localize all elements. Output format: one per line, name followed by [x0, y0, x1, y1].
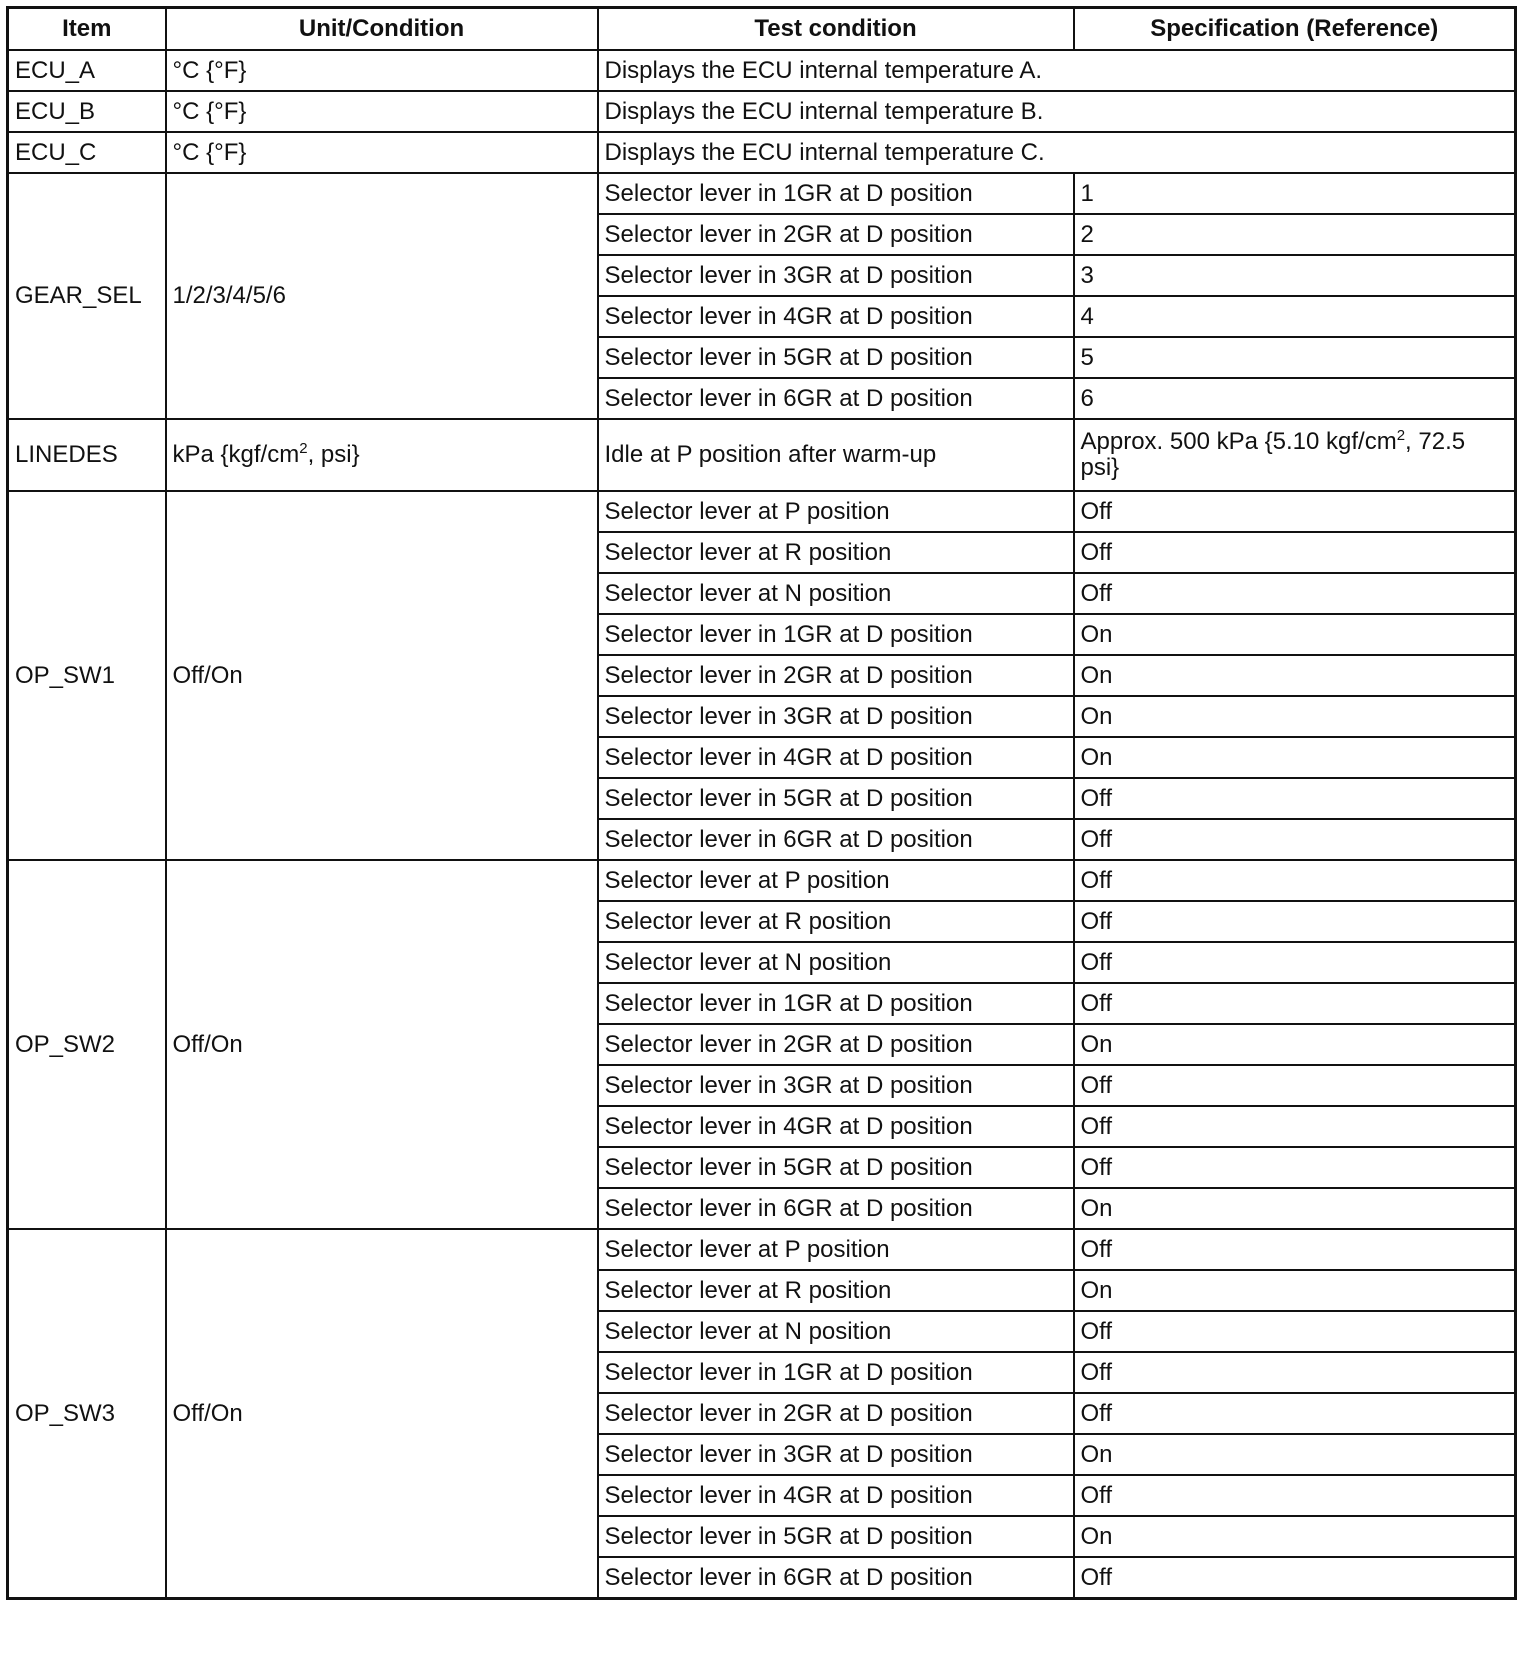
spec-table-container	[6, 6, 1517, 1600]
specification-cell	[1074, 419, 1516, 491]
unit-cell-superscript: 2	[299, 440, 308, 457]
table-row	[8, 419, 1516, 491]
test-condition-cell: Selector lever in 6GR at D position	[598, 1188, 1074, 1229]
test-condition-cell: Selector lever in 4GR at D position	[598, 296, 1074, 337]
specification-cell: 4	[1074, 296, 1516, 337]
specification-cell: 2	[1074, 214, 1516, 255]
specification-cell: Off	[1074, 983, 1516, 1024]
specification-cell-text: Approx. 500 kPa {5.10 kgf/cm	[1080, 428, 1397, 455]
specification-cell: Off	[1074, 1557, 1516, 1599]
table-row	[8, 91, 1516, 132]
specification-cell: Off	[1074, 1229, 1516, 1270]
test-condition-cell: Idle at P position after warm-up	[598, 419, 1074, 491]
item-cell: LINEDES	[8, 419, 166, 491]
test-condition-cell: Selector lever in 6GR at D position	[598, 378, 1074, 419]
test-condition-cell: Selector lever in 4GR at D position	[598, 1475, 1074, 1516]
unit-cell: Off/On	[166, 491, 598, 860]
specification-cell: Off	[1074, 1106, 1516, 1147]
unit-cell: Off/On	[166, 860, 598, 1229]
unit-cell-text: kPa {kgf/cm	[172, 441, 300, 468]
unit-cell: °C {°F}	[166, 132, 598, 173]
unit-cell	[166, 419, 598, 491]
test-condition-cell: Selector lever in 4GR at D position	[598, 737, 1074, 778]
specification-cell: 6	[1074, 378, 1516, 419]
specification-cell: On	[1074, 655, 1516, 696]
test-condition-cell: Selector lever in 1GR at D position	[598, 1352, 1074, 1393]
specification-cell: Off	[1074, 532, 1516, 573]
test-condition-cell: Selector lever in 2GR at D position	[598, 214, 1074, 255]
specification-cell: Off	[1074, 1475, 1516, 1516]
specification-cell: Off	[1074, 491, 1516, 532]
test-condition-cell: Selector lever at P position	[598, 491, 1074, 532]
test-condition-cell: Selector lever in 1GR at D position	[598, 614, 1074, 655]
test-condition-cell: Displays the ECU internal temperature A.	[598, 50, 1516, 91]
header-unit-condition: Unit/Condition	[166, 8, 598, 51]
item-cell: GEAR_SEL	[8, 173, 166, 419]
test-condition-cell: Displays the ECU internal temperature B.	[598, 91, 1516, 132]
specification-cell: 5	[1074, 337, 1516, 378]
test-condition-cell: Selector lever in 5GR at D position	[598, 1147, 1074, 1188]
specification-cell: Off	[1074, 819, 1516, 860]
test-condition-cell: Selector lever at P position	[598, 1229, 1074, 1270]
specification-cell: Off	[1074, 1311, 1516, 1352]
specification-cell: Off	[1074, 860, 1516, 901]
specification-cell: 3	[1074, 255, 1516, 296]
test-condition-cell: Selector lever in 3GR at D position	[598, 1065, 1074, 1106]
item-cell: OP_SW2	[8, 860, 166, 1229]
specification-cell: Off	[1074, 1352, 1516, 1393]
item-cell: OP_SW3	[8, 1229, 166, 1599]
unit-cell-text-end: , psi}	[307, 441, 360, 468]
test-condition-cell: Selector lever in 3GR at D position	[598, 1434, 1074, 1475]
specification-cell: On	[1074, 1188, 1516, 1229]
test-condition-cell: Selector lever at N position	[598, 573, 1074, 614]
specification-cell: Off	[1074, 1065, 1516, 1106]
test-condition-cell: Selector lever in 6GR at D position	[598, 1557, 1074, 1599]
test-condition-cell: Selector lever in 5GR at D position	[598, 778, 1074, 819]
table-row	[8, 50, 1516, 91]
item-cell: OP_SW1	[8, 491, 166, 860]
test-condition-cell: Selector lever at R position	[598, 532, 1074, 573]
test-condition-cell: Selector lever in 2GR at D position	[598, 655, 1074, 696]
test-condition-cell: Selector lever at R position	[598, 901, 1074, 942]
specification-cell: On	[1074, 1024, 1516, 1065]
test-condition-cell: Selector lever at N position	[598, 1311, 1074, 1352]
test-condition-cell: Selector lever in 1GR at D position	[598, 173, 1074, 214]
unit-cell: °C {°F}	[166, 91, 598, 132]
unit-cell: 1/2/3/4/5/6	[166, 173, 598, 419]
specification-cell-text-end: , 72.5 psi}	[1080, 428, 1466, 481]
test-condition-cell: Selector lever in 1GR at D position	[598, 983, 1074, 1024]
test-condition-cell: Displays the ECU internal temperature C.	[598, 132, 1516, 173]
specification-cell: Off	[1074, 942, 1516, 983]
specification-cell: Off	[1074, 778, 1516, 819]
specification-cell: On	[1074, 696, 1516, 737]
specification-cell: Off	[1074, 1393, 1516, 1434]
item-cell: ECU_A	[8, 50, 166, 91]
table-body	[8, 50, 1516, 1599]
test-condition-cell: Selector lever in 6GR at D position	[598, 819, 1074, 860]
table-row	[8, 132, 1516, 173]
specification-cell-superscript: 2	[1396, 427, 1406, 444]
test-condition-cell: Selector lever in 3GR at D position	[598, 255, 1074, 296]
specification-cell: On	[1074, 1434, 1516, 1475]
item-cell: ECU_B	[8, 91, 166, 132]
specification-cell: Off	[1074, 573, 1516, 614]
specification-cell: On	[1074, 737, 1516, 778]
test-condition-cell: Selector lever in 5GR at D position	[598, 337, 1074, 378]
test-condition-cell: Selector lever in 2GR at D position	[598, 1024, 1074, 1065]
specification-cell: On	[1074, 1270, 1516, 1311]
test-condition-cell: Selector lever at N position	[598, 942, 1074, 983]
test-condition-cell: Selector lever in 2GR at D position	[598, 1393, 1074, 1434]
test-condition-cell: Selector lever in 3GR at D position	[598, 696, 1074, 737]
header-test-condition: Test condition	[598, 8, 1074, 51]
specification-cell: Off	[1074, 1147, 1516, 1188]
table-row	[8, 173, 1516, 214]
header-specification: Specification (Reference)	[1074, 8, 1516, 51]
test-condition-cell: Selector lever at R position	[598, 1270, 1074, 1311]
header-item: Item	[8, 8, 166, 51]
unit-cell: °C {°F}	[166, 50, 598, 91]
table-row	[8, 491, 1516, 532]
specification-cell: On	[1074, 1516, 1516, 1557]
specification-cell: On	[1074, 614, 1516, 655]
unit-cell: Off/On	[166, 1229, 598, 1599]
spec-table	[6, 6, 1517, 1600]
test-condition-cell: Selector lever in 4GR at D position	[598, 1106, 1074, 1147]
table-row	[8, 860, 1516, 901]
specification-cell: Off	[1074, 901, 1516, 942]
header-row	[8, 8, 1516, 51]
item-cell: ECU_C	[8, 132, 166, 173]
table-row	[8, 1229, 1516, 1270]
specification-cell: 1	[1074, 173, 1516, 214]
test-condition-cell: Selector lever in 5GR at D position	[598, 1516, 1074, 1557]
test-condition-cell: Selector lever at P position	[598, 860, 1074, 901]
